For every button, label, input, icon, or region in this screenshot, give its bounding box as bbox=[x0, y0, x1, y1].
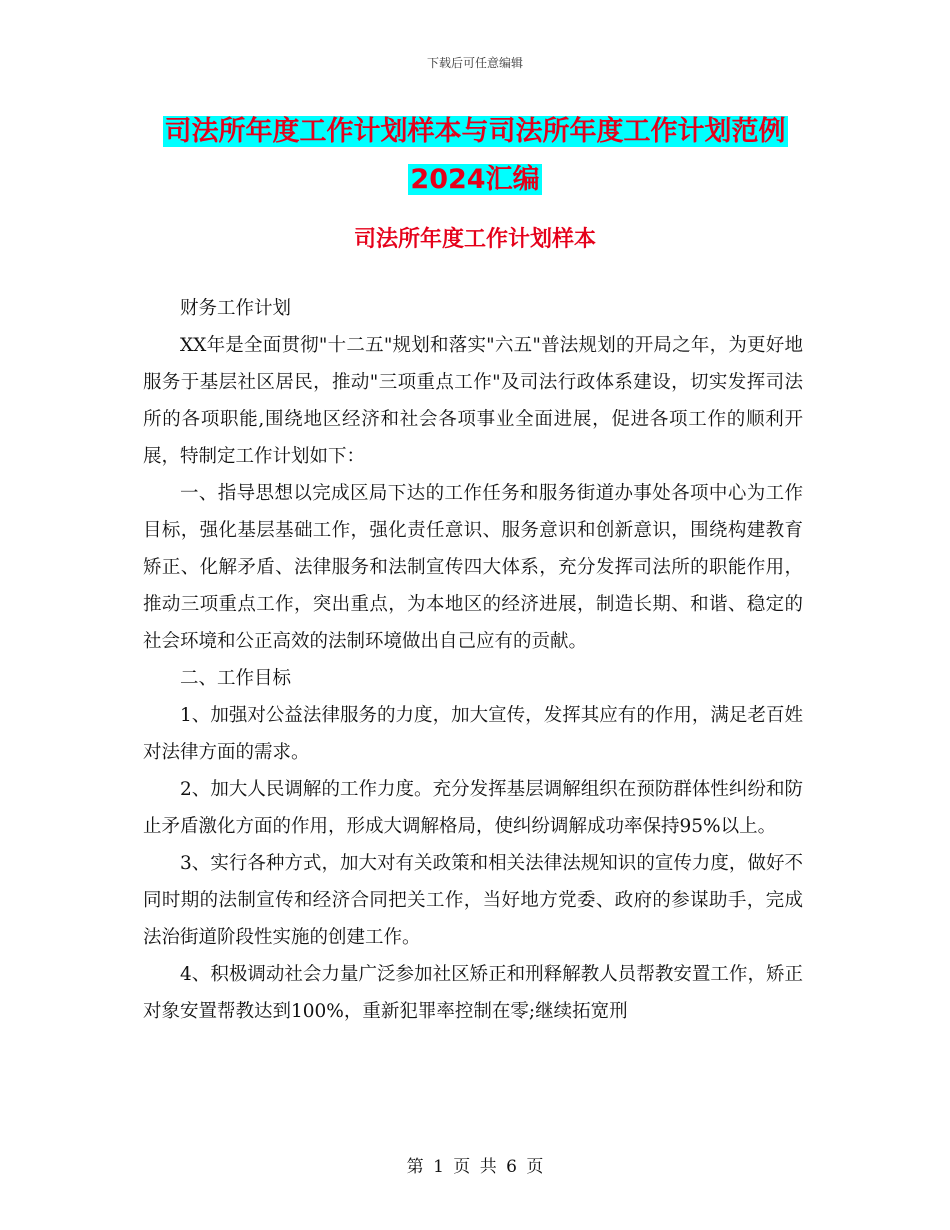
paragraph: 财务工作计划 bbox=[180, 298, 292, 319]
page-footer: 第 1 页 共 6 页 bbox=[406, 1157, 544, 1177]
document-title bbox=[0, 108, 950, 204]
paragraph: 一、指导思想以完成区局下达的工作任务和服务街道办事处各项中心为工作目标，强化基层基础工作，强化责任意识、服务意识和创新意识，围绕构建教育矫正、化解矛盾、法律服务和法制宣传四大体系，充分发挥司法所的职能作用，推动三项重点工作，突出重点，为本地区的经济进展，制造长期、和谐、稳定的社会环境和公正高效的法制环境做出自己应有的贡献。 bbox=[143, 483, 803, 652]
paragraph: 二、工作目标 bbox=[180, 668, 292, 689]
paragraph: XX年是全面贯彻"十二五"规划和落实"六五"普法规划的开局之年，为更好地服务于基层社区居民，推动"三项重点工作"及司法行政体系建设，切实发挥司法所的各项职能,围绕地区经济和社会各项事业全面进展，促进各项工作的顺利开展，特制定工作计划如下： bbox=[143, 335, 803, 467]
document-body bbox=[143, 290, 803, 1030]
document-title-line-1: 司法所年度工作计划样本与司法所年度工作计划范例 bbox=[164, 116, 786, 147]
paragraph: 1、加强对公益法律服务的力度，加大宣传，发挥其应有的作用，满足老百姓对法律方面的需求。 bbox=[143, 705, 803, 763]
paragraph: 4、积极调动社会力量广泛参加社区矫正和刑释解教人员帮教安置工作，矫正对象安置帮教达到100%，重新犯罪率控制在零;继续拓宽刑 bbox=[143, 964, 803, 1022]
paragraph: 2、加大人民调解的工作力度。充分发挥基层调解组织在预防群体性纠纷和防止矛盾激化方面的作用，形成大调解格局，使纠纷调解成功率保持95%以上。 bbox=[143, 779, 803, 837]
page-header: 下载后可任意编辑 bbox=[426, 56, 523, 70]
document-title-line-2: 2024汇编 bbox=[410, 164, 540, 195]
paragraph: 3、实行各种方式，加大对有关政策和相关法律法规知识的宣传力度，做好不同时期的法制宣传和经济合同把关工作，当好地方党委、政府的参谋助手，完成法治街道阶段性实施的创建工作。 bbox=[143, 853, 803, 948]
section-title: 司法所年度工作计划样本 bbox=[353, 227, 596, 252]
